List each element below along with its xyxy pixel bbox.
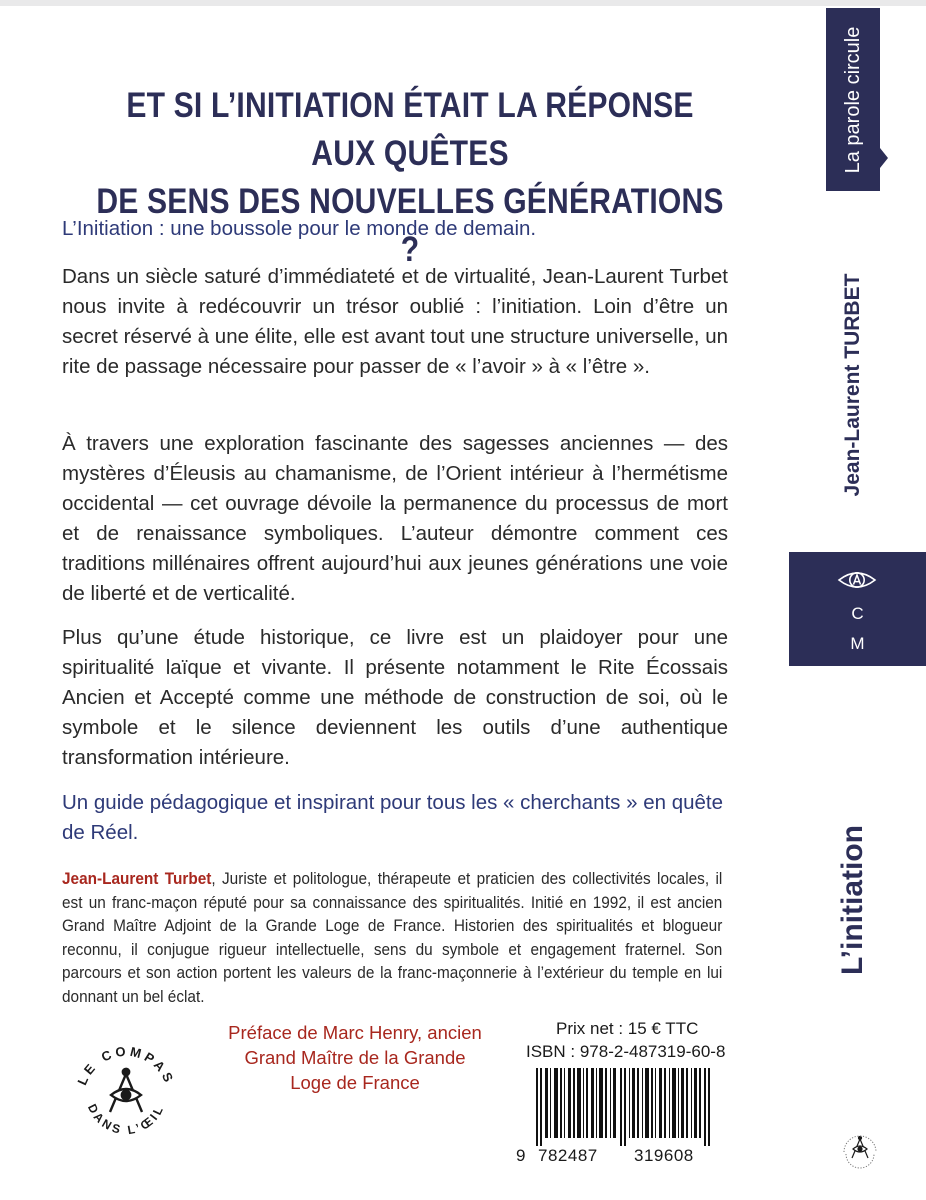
- spine-author: Jean-Laurent TURBET: [841, 273, 864, 497]
- spine-letter-m: M: [850, 634, 865, 653]
- svg-text:DANS L’ŒIL: [85, 1102, 167, 1137]
- logo-text-top: LE COMPAS: [74, 1043, 178, 1088]
- svg-text:LE COMPAS: [74, 1044, 177, 1088]
- spine-title: L’initiation: [836, 825, 869, 975]
- paragraph-3: Plus qu’une étude historique, ce livre est un plaidoyer pour une spiritualité laïque et vivante. Il présente notamment le Rite Écossais Ancien et Accepté comme une méthode de construction de soi, où le symbole et le silence deviennent les outils d’une authentique transformation intérieure.: [62, 626, 728, 769]
- spine-publisher-logo: [838, 1126, 882, 1170]
- author-bio-text: , Juriste et politologue, thérapeute et praticien des collectivités locales, il est un franc-maçon réputé pour sa connaissance des spiritualités. Initié en 1992, il est ancien Grand Maître Adjoint de la Grande Loge de France. Historien des spiritualités et blogueur reconnu, il conjugue rigueur intellectuelle, sens du symbole et engagement fraternel. Son parcours et son action portent les valeurs de la franc-maçonnerie à l’extérieur du temple en lui donnant un bel éclat.: [62, 870, 723, 1006]
- publisher-logo: [70, 1036, 182, 1148]
- author-bio: [62, 868, 722, 1009]
- closing-line: Un guide pédagogique et inspirant pour tous les « cherchants » en quête de Réel.: [62, 791, 724, 844]
- price: Prix net : 15 € TTC: [556, 1019, 699, 1038]
- barcode-group-right: 319608: [634, 1146, 694, 1165]
- paragraph-2: À travers une exploration fascinante des sagesses anciennes — des mystères d’Éleusis au chamanisme, de l’Orient intérieur à l’hermétisme occidental — cet ouvrage dévoile la permanence du processus de mort et de renaissance symboliques. L’auteur démontre comment ces traditions millénaires offrent aujourd’hui aux jeunes générations une voie de liberté et de verticalité.: [62, 432, 728, 605]
- headline-line-2: DE SENS DES NOUVELLES GÉNÉRATIONS ?: [96, 182, 724, 269]
- compass-eye-icon: [110, 1069, 142, 1112]
- preface-note: Préface de Marc Henry, ancien Grand Maître de la Grande Loge de France: [228, 1022, 482, 1093]
- eye-a-icon: [837, 568, 877, 592]
- barcode: [516, 1064, 730, 1168]
- publisher-spine-block: [789, 552, 926, 666]
- barcode-group-left: 782487: [538, 1146, 598, 1165]
- tagline: L’Initiation : une boussole pour le monde de demain.: [62, 217, 537, 240]
- paragraph-1: Dans un siècle saturé d’immédiateté et de virtualité, Jean-Laurent Turbet nous invite à redécouvrir un trésor oublié : l’initiation. Loin d’être un secret réservé à une élite, elle est avant tout une structure universelle, un rite de passage nécessaire pour passer de « l’avoir » à « l’être ».: [62, 265, 728, 378]
- headline-line-1: ET SI L’INITIATION ÉTAIT LA RÉPONSE AUX QUÊTES: [126, 86, 694, 173]
- logo-text-bottom: DANS L’ŒIL: [84, 1101, 168, 1138]
- barcode-digit-first: 9: [516, 1146, 526, 1165]
- barcode-bars: [524, 1068, 722, 1146]
- collection-name: La parole circule: [842, 26, 864, 174]
- spine-letter-c: C: [851, 604, 864, 623]
- isbn: ISBN : 978-2-487319-60-8: [526, 1042, 726, 1061]
- headline: [92, 82, 728, 274]
- author-bio-name: Jean-Laurent Turbet: [62, 870, 212, 888]
